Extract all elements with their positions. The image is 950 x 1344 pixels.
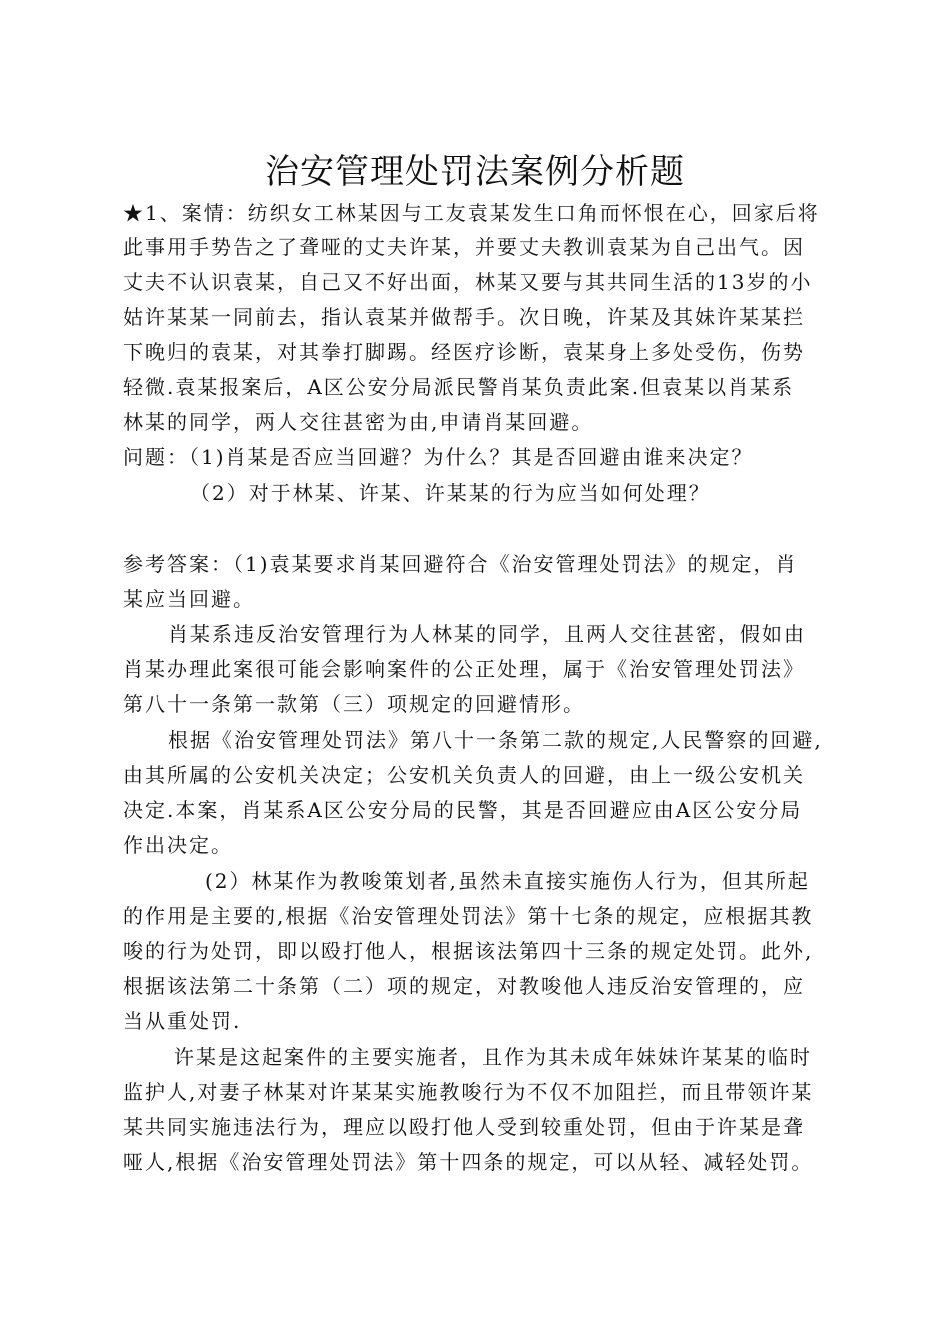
case-line-5: 下晚归的袁某，对其拳打脚踢。经医疗诊断，袁某身上多处受伤，伤势 bbox=[123, 340, 805, 364]
answer-line-2: 某应当回避。 bbox=[123, 587, 255, 611]
question-1: 问题：（1)肖某是否应当回避？为什么？其是否回避由谁来决定？ bbox=[123, 445, 754, 469]
answer-line-8: 决定.本案，肖某系A区公安分局的民警，其是否回避应由A区公安分局 bbox=[123, 798, 803, 822]
question-2: （2）对于林某、许某、许某某的行为应当如何处理？ bbox=[190, 481, 711, 505]
case-line-7: 林某的同学，两人交往甚密为由,申请肖某回避。 bbox=[123, 410, 594, 434]
answer-line-4: 肖某办理此案很可能会影响案件的公正处理，属于《治安管理处罚法》 bbox=[123, 657, 805, 681]
answer-line-13: 根据该法第二十条第（二）项的规定，对教唆他人违反治安管理的，应 bbox=[123, 974, 805, 998]
answer-line-15: 许某是这起案件的主要实施者，且作为其未成年妹妹许某某的临时 bbox=[174, 1045, 812, 1069]
answer-line-18: 哑人,根据《治安管理处罚法》第十四条的规定，可以从轻、减轻处罚。 bbox=[123, 1150, 814, 1174]
page-title: 治安管理处罚法案例分析题 bbox=[265, 152, 685, 192]
answer-line-6: 根据《治安管理处罚法》第八十一条第二款的规定,人民警察的回避, bbox=[168, 728, 823, 752]
case-line-4: 姑许某某一同前去，指认袁某并做帮手。次日晚，许某及其妹许某某拦 bbox=[123, 305, 805, 329]
answer-line-11: 的作用是主要的,根据《治安管理处罚法》第十七条的规定，应根据其教 bbox=[123, 904, 814, 928]
case-line-6: 轻微.袁某报案后，A区公安分局派民警肖某负责此案.但袁某以肖某系 bbox=[123, 375, 795, 399]
answer-line-16: 监护人,对妻子林某对许某某实施教唆行为不仅不加阻拦，而且带领许某 bbox=[123, 1080, 814, 1104]
answer-line-7: 由其所属的公安机关决定；公安机关负责人的回避，由上一级公安机关 bbox=[123, 763, 805, 787]
answer-line-9: 作出决定。 bbox=[123, 833, 233, 857]
answer-line-12: 唆的行为处罚，即以殴打他人，根据该法第四十三条的规定处罚。此外, bbox=[123, 939, 814, 963]
answer-line-5: 第八十一条第一款第（三）项规定的回避情形。 bbox=[123, 692, 585, 716]
answer-line-14: 当从重处罚. bbox=[123, 1009, 242, 1033]
answer-line-1: 参考答案：（1)袁某要求肖某回避符合《治安管理处罚法》的规定，肖 bbox=[123, 552, 798, 576]
answer-line-3: 肖某系违反治安管理行为人林某的同学，且两人交往甚密，假如由 bbox=[168, 622, 806, 646]
answer-line-10: (2）林某作为教唆策划者,虽然未直接实施伤人行为，但其所起 bbox=[205, 869, 810, 893]
case-line-1: ★1、案情：纺织女工林某因与工友袁某发生口角而怀恨在心，回家后将 bbox=[123, 201, 820, 225]
answer-line-17: 某共同实施违法行为，理应以殴打他人受到较重处罚，但由于许某是聋 bbox=[123, 1115, 805, 1139]
case-line-3: 丈夫不认识袁某，自己又不好出面，林某又要与其共同生活的13岁的小 bbox=[123, 270, 813, 294]
case-line-2: 此事用手势告之了聋哑的丈夫许某，并要丈夫教训袁某为自己出气。因 bbox=[123, 235, 805, 259]
